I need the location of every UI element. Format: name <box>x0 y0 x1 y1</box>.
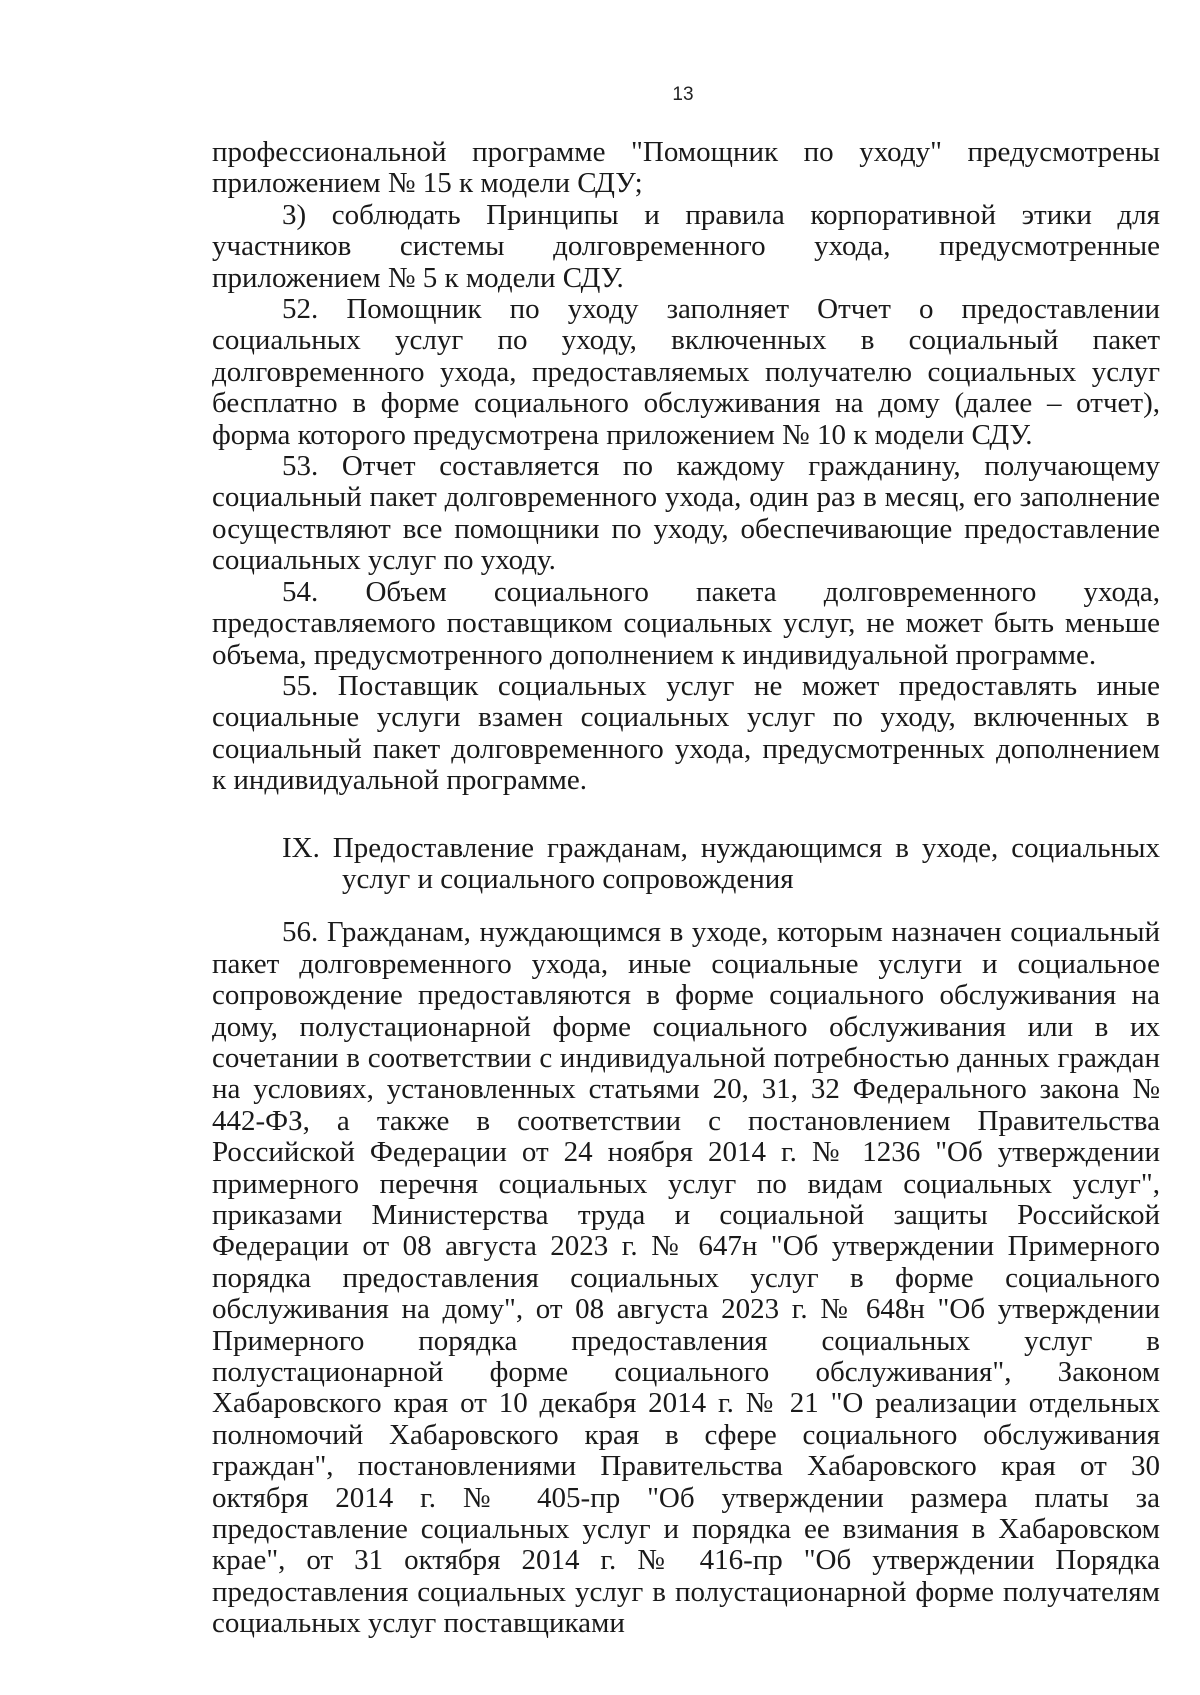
paragraph-55: 55. Поставщик социальных услуг не может предоставлять иные социальные услуги взамен социальных услуг по уходу, включенных в социальный пакет долговременного ухода, предусмотренных дополнением к индивидуальной программе. <box>212 669 1160 797</box>
paragraph-continuation: профессиональной программе "Помощник по уходу" предусмотрены приложением № 15 к модели СДУ; <box>212 136 1160 200</box>
paragraph-52: 52. Помощник по уходу заполняет Отчет о предоставлении социальных услуг по уходу, включенных в социальный пакет долговременного ухода, предоставляемых получателю социальных услуг бесплатно в форме социального обслуживания на дому (далее – отчет), форма которого предусмотрена приложением № 10 к модели СДУ. <box>212 293 1160 451</box>
section-heading-line1: IX. Предоставление гражданам, нуждающимся в уходе, социальных <box>282 831 1160 864</box>
paragraph-53: 53. Отчет составляется по каждому гражданину, получающему социальный пакет долговременного ухода, один раз в месяц, его заполнение осуществляют все помощники по уходу, обеспечивающие предоставление социальных услуг по уходу. <box>212 450 1160 577</box>
paragraph-item-3: 3) соблюдать Принципы и правила корпоративной этики для участников системы долговременного ухода, предусмотренные приложением № 5 к модели СДУ. <box>212 198 1160 294</box>
page-number: 13 <box>672 84 694 105</box>
section-heading-line2: услуг и социального сопровождения <box>342 862 794 895</box>
section-heading <box>212 833 1160 896</box>
document-body <box>212 137 1160 1640</box>
paragraph-56: 56. Гражданам, нуждающимся в уходе, которым назначен социальный пакет долговременного ухода, иные социальные услуги и социальное сопровождение предоставляются в форме социального обслуживания на дому, полустационарной форме социального обслуживания или в их сочетании в соответствии с индивидуальной потребностью данных граждан на условиях, установленных статьями 20, 31, 32 Федерального закона № 442-ФЗ, а также в соответствии с постановлением Правительства Российской Федерации от 24 ноября 2014 г. № 1236 "Об утверждении примерного перечня социальных услуг по видам социальных услуг", приказами Министерства труда и социальной защиты Российской Федерации от 08 августа 2023 г. № 647н "Об утверждении Примерного порядка предоставления социальных услуг в форме социального обслуживания на дому", от 08 августа 2023 г. № 648н "Об утверждении Примерного порядка предоставления социальных услуг в полустационарной форме социального обслуживания", Законом Хабаровского края от 10 декабря 2014 г. № 21 "О реализации отдельных полномочий Хабаровского края в сфере социального обслуживания граждан", постановлениями Правительства Хабаровского края от 30 октября 2014 г. № 405-пр "Об утверждении размера платы за предоставление социальных услуг и порядка ее взимания в Хабаровском крае", от 31 октября 2014 г. № 416-пр "Об утверждении Порядка предоставления социальных услуг в полустационарной форме получателям социальных услуг поставщиками <box>212 916 1160 1640</box>
paragraph-54: 54. Объем социального пакета долговременного ухода, предоставляемого поставщиком социальных услуг, не может быть меньше объема, предусмотренного дополнением к индивидуальной программе. <box>212 575 1160 671</box>
